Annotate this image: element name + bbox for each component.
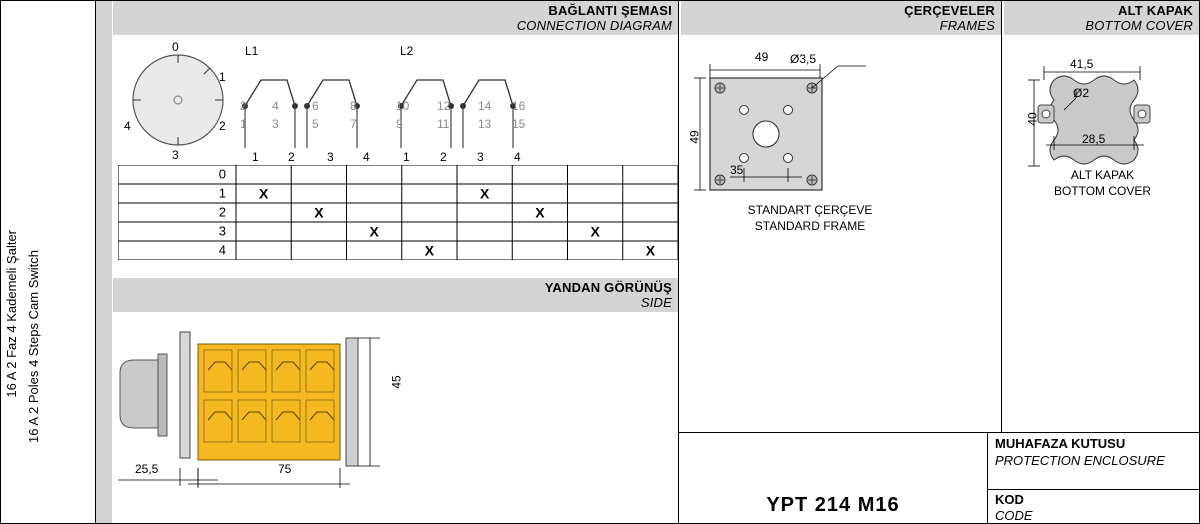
header-bottom-cover-bar: ALT KAPAK BOTTOM COVER	[1004, 1, 1199, 35]
knob-pos-1: 1	[219, 70, 226, 84]
contact-table-mark: X	[645, 242, 656, 259]
frame-dim-screw-dia: Ø3,5	[790, 52, 817, 66]
titleblock-top-line	[678, 432, 1200, 433]
terminal-bot-3: 5	[312, 117, 319, 131]
cover-dim-height: 40	[1025, 112, 1040, 126]
terminal-bot-2: 3	[272, 117, 279, 131]
enclosure-label-en: PROTECTION ENCLOSURE	[995, 453, 1165, 468]
contact-col-8: 4	[514, 150, 521, 164]
terminal-top-8: 16	[512, 99, 526, 113]
bottom-cover-drawing	[1020, 50, 1195, 180]
contact-table-row-label: 1	[218, 185, 226, 201]
contact-col-6: 2	[440, 150, 447, 164]
contact-table-mark: X	[424, 242, 435, 259]
cover-caption-tr: ALT KAPAK	[1070, 168, 1135, 182]
contact-col-4: 4	[363, 150, 370, 164]
contact-table-row-label: 4	[218, 242, 226, 258]
terminal-top-7: 14	[478, 99, 492, 113]
frame-dim-pitch: 35	[730, 163, 744, 177]
code-label-tr: KOD	[995, 492, 1024, 507]
terminal-bot-4: 7	[350, 117, 357, 131]
panel-divider-1	[678, 1, 679, 523]
panel-divider-2	[1001, 1, 1002, 432]
contact-table-row-label: 0	[218, 166, 226, 182]
contact-col-3: 3	[327, 150, 334, 164]
contact-table-row-label: 3	[218, 223, 226, 239]
terminal-bot-6: 11	[437, 117, 450, 131]
terminal-bot-7: 13	[478, 117, 492, 131]
contact-table-grid	[118, 165, 678, 260]
frame-caption-tr: STANDART ÇERÇEVE	[747, 203, 873, 217]
frame-dim-width: 49	[755, 50, 769, 64]
cover-dim-inner: 28,5	[1082, 132, 1106, 146]
contact-table-row-label: 2	[218, 204, 226, 220]
selector-knob-diagram	[118, 38, 238, 163]
contact-table-mark: X	[479, 185, 490, 202]
terminal-bot-5: 9	[396, 117, 403, 131]
terminal-top-3: 6	[312, 99, 319, 113]
terminal-bot-1: 1	[240, 117, 247, 131]
terminal-top-2: 4	[272, 99, 279, 113]
knob-pos-0: 0	[172, 40, 179, 54]
standard-frame-drawing	[687, 42, 990, 202]
side-dim-height: 45	[389, 375, 404, 389]
spine-gray-strip	[96, 1, 112, 523]
contact-table-mark: X	[590, 223, 600, 240]
header-side-bar: YANDAN GÖRÜNÜŞ SIDE	[113, 278, 678, 312]
side-dim-length: 75	[278, 462, 292, 476]
contact-table	[118, 165, 678, 260]
contact-col-7: 3	[477, 150, 484, 164]
spine-label-tr: 16 A 2 Faz 4 Kademeli Şalter	[4, 230, 19, 398]
cover-caption-en: BOTTOM COVER	[1053, 184, 1152, 198]
product-code-value: YPT 214 M16	[766, 494, 900, 516]
header-connection-bar: BAĞLANTI ŞEMASI CONNECTION DIAGRAM	[113, 1, 678, 35]
frame-dim-height: 49	[687, 130, 702, 144]
spine-label-en: 16 A 2 Poles 4 Steps Cam Switch	[26, 250, 41, 443]
contact-col-5: 1	[403, 150, 410, 164]
contact-col-1: 1	[252, 150, 259, 164]
cover-dim-width: 41,5	[1070, 57, 1094, 71]
terminal-top-6: 12	[437, 99, 451, 113]
contact-col-2: 2	[288, 150, 295, 164]
knob-pos-3: 3	[172, 148, 179, 162]
pole-label-l1: L1	[245, 44, 259, 58]
side-dim-depth: 25,5	[135, 462, 159, 476]
terminal-top-1: 2	[240, 99, 247, 113]
titleblock-mid-line	[987, 489, 1200, 490]
contact-table-mark: X	[314, 204, 324, 221]
terminal-top-4: 8	[350, 99, 357, 113]
pole-label-l2: L2	[400, 44, 414, 58]
enclosure-label-tr: MUHAFAZA KUTUSU	[995, 436, 1126, 451]
cover-dim-hole-dia: Ø2	[1073, 86, 1090, 100]
titleblock-divider	[987, 432, 988, 524]
side-view-drawing	[118, 318, 418, 493]
frame-caption-en: STANDARD FRAME	[754, 219, 866, 233]
code-label-en: CODE	[995, 508, 1033, 523]
knob-pos-4: 4	[124, 119, 131, 133]
terminal-bot-8: 15	[512, 117, 526, 131]
border-left	[0, 0, 1, 524]
contact-table-mark: X	[258, 185, 269, 202]
terminal-top-5: 10	[396, 99, 410, 113]
contact-table-mark: X	[369, 223, 379, 240]
header-frames-bar: ÇERÇEVELER FRAMES	[681, 1, 1001, 35]
knob-pos-2: 2	[219, 119, 226, 133]
contact-table-mark: X	[535, 204, 545, 221]
